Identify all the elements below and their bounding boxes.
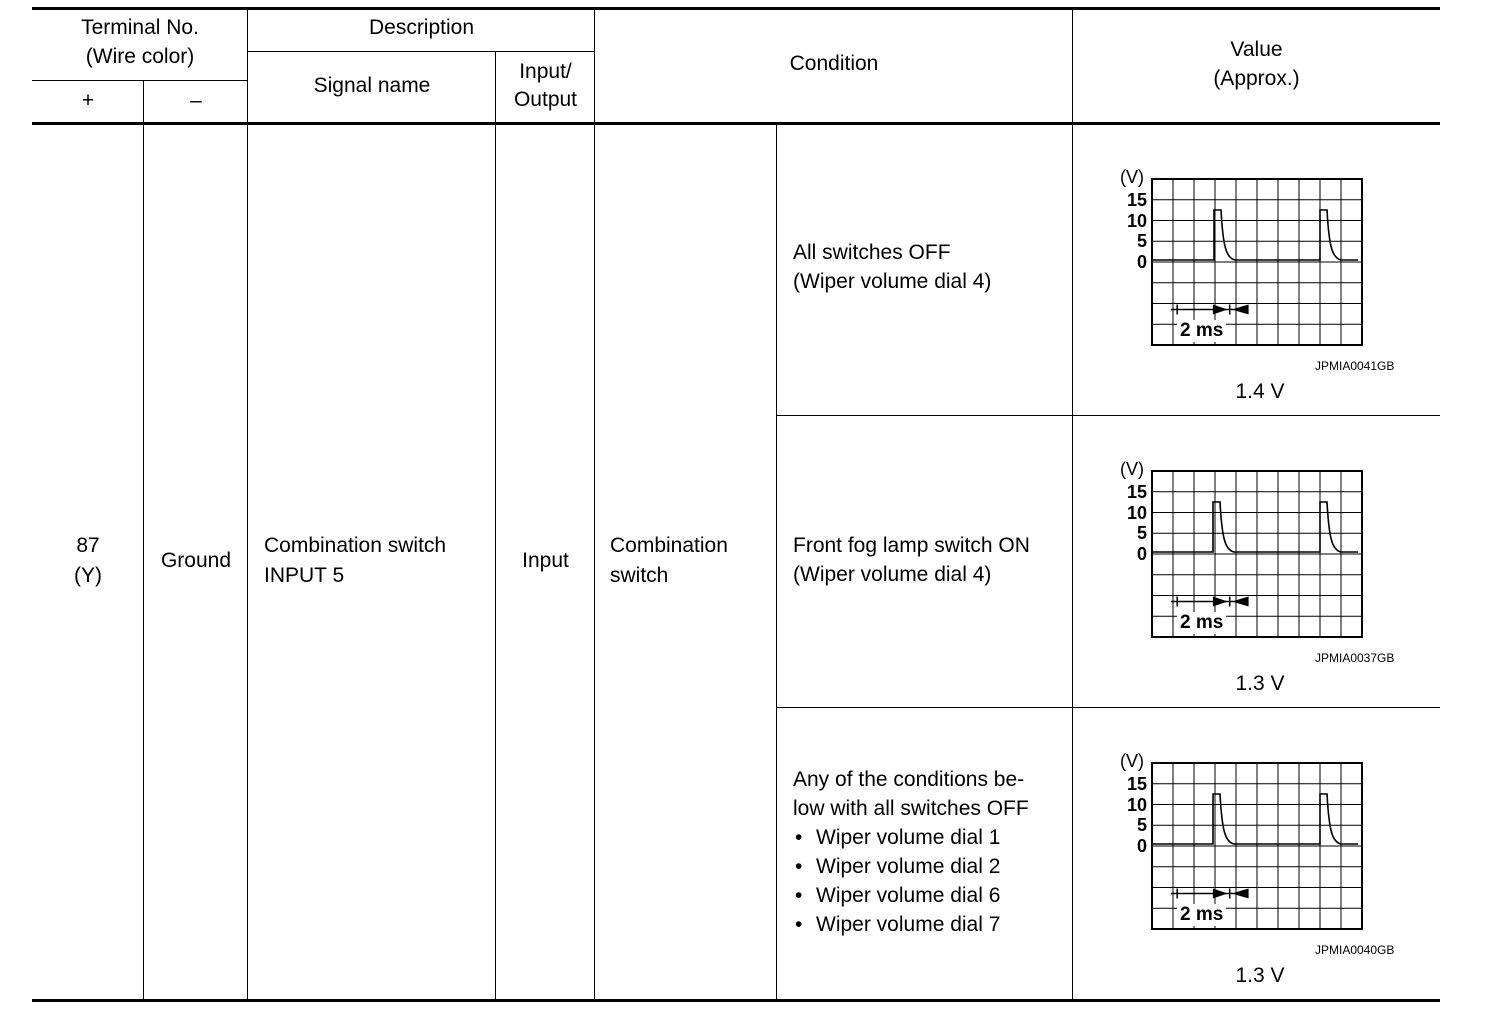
col-divider-condition-sub bbox=[776, 124, 777, 1000]
scope-1-tick-0: 0 bbox=[1136, 252, 1147, 272]
scope-2-unit: (V) bbox=[1120, 459, 1144, 479]
scale-arrow bbox=[1232, 305, 1249, 315]
header-bottom-border bbox=[32, 122, 1440, 125]
scope-1-unit: (V) bbox=[1120, 167, 1144, 187]
scope-trace bbox=[1152, 794, 1358, 844]
condition-main-line2: switch bbox=[610, 564, 669, 587]
oscilloscope-figure-3 bbox=[1110, 749, 1410, 959]
condition-main-line1: Combination bbox=[610, 534, 728, 557]
table-bottom-border bbox=[32, 999, 1440, 1002]
scope-2-time-scale: 2 ms bbox=[1177, 612, 1226, 634]
condition-3-line2: low with all switches OFF bbox=[793, 797, 1029, 820]
condition-2-line1: Front fog lamp switch ON bbox=[793, 534, 1030, 557]
description-subheader-divider bbox=[248, 51, 595, 52]
scale-arrow bbox=[1213, 305, 1228, 315]
condition-1-line2: (Wiper volume dial 4) bbox=[793, 270, 992, 293]
scope-2-tick-5: 5 bbox=[1136, 523, 1147, 543]
scope-3-figure-code: JPMIA0040GB bbox=[1315, 943, 1395, 957]
terminal-wire-color: (Y) bbox=[74, 564, 102, 587]
terminal-plus-number: 87 bbox=[76, 534, 100, 557]
scope-3-unit: (V) bbox=[1120, 751, 1144, 771]
scale-arrow bbox=[1232, 889, 1249, 899]
scope-trace bbox=[1152, 502, 1358, 552]
value-2: 1.3 V bbox=[1235, 672, 1285, 695]
header-input-output-line1: Input/ bbox=[519, 60, 572, 83]
condition-3-bullet-4: • Wiper volume dial 7 bbox=[793, 910, 1029, 939]
scope-3-tick-10: 10 bbox=[1126, 795, 1147, 815]
scope-1-tick-10: 10 bbox=[1126, 211, 1147, 231]
scope-2-tick-0: 0 bbox=[1136, 544, 1147, 564]
col-divider-terminal-description bbox=[247, 8, 248, 1000]
scope-1-tick-15: 15 bbox=[1126, 190, 1147, 210]
scope-3-time-scale: 2 ms bbox=[1177, 904, 1226, 926]
condition-3-bullet-3: • Wiper volume dial 6 bbox=[793, 881, 1029, 910]
condition-3-bullet-2: • Wiper volume dial 2 bbox=[793, 852, 1029, 881]
terminal-minus: Ground bbox=[160, 549, 232, 572]
condition-2-text bbox=[793, 531, 1030, 589]
header-wire-color: (Wire color) bbox=[85, 45, 195, 68]
scope-trace bbox=[1152, 210, 1358, 260]
header-minus: – bbox=[190, 89, 202, 112]
value-1: 1.4 V bbox=[1235, 380, 1285, 403]
condition-3-text bbox=[793, 765, 1029, 939]
header-condition: Condition bbox=[789, 52, 879, 75]
terminal-subheader-divider bbox=[32, 80, 248, 81]
scale-arrow bbox=[1232, 597, 1249, 607]
condition-3-bullet-list bbox=[793, 823, 1029, 939]
signal-name-line1: Combination switch bbox=[264, 534, 447, 557]
scale-arrow bbox=[1213, 889, 1228, 899]
scope-2-figure-code: JPMIA0037GB bbox=[1315, 651, 1395, 665]
scope-3-tick-15: 15 bbox=[1126, 774, 1147, 794]
header-signal-name: Signal name bbox=[313, 74, 431, 97]
col-divider-condition-value bbox=[1072, 8, 1073, 1000]
condition-1-text bbox=[793, 238, 991, 296]
signal-name-line2: INPUT 5 bbox=[264, 564, 345, 587]
condition-2-line2: (Wiper volume dial 4) bbox=[793, 563, 992, 586]
header-terminal-no: Terminal No. bbox=[81, 16, 199, 39]
condition-row-divider-2 bbox=[777, 707, 1440, 708]
scope-1-figure-code: JPMIA0041GB bbox=[1315, 359, 1395, 373]
scope-1-time-scale: 2 ms bbox=[1177, 320, 1226, 342]
col-divider-signal-io bbox=[495, 51, 496, 1000]
header-plus: + bbox=[81, 89, 95, 112]
header-description: Description bbox=[368, 16, 475, 39]
scope-1-grid bbox=[1110, 165, 1410, 375]
io-value: Input bbox=[522, 549, 569, 572]
col-divider-description-condition bbox=[594, 8, 595, 1000]
scope-1-tick-5: 5 bbox=[1136, 231, 1147, 251]
condition-row-divider-1 bbox=[777, 415, 1440, 416]
value-3: 1.3 V bbox=[1235, 964, 1285, 987]
scope-3-tick-5: 5 bbox=[1136, 815, 1147, 835]
condition-3-bullet-1: • Wiper volume dial 1 bbox=[793, 823, 1029, 852]
oscilloscope-figure-1 bbox=[1110, 165, 1410, 375]
scale-arrow bbox=[1213, 597, 1228, 607]
scope-2-grid bbox=[1110, 457, 1410, 667]
header-value-line1: Value bbox=[1230, 38, 1283, 61]
scope-2-tick-10: 10 bbox=[1126, 503, 1147, 523]
scope-3-tick-0: 0 bbox=[1136, 836, 1147, 856]
scope-3-grid bbox=[1110, 749, 1410, 959]
condition-1-line1: All switches OFF bbox=[793, 241, 951, 264]
oscilloscope-figure-2 bbox=[1110, 457, 1410, 667]
header-input-output-line2: Output bbox=[513, 88, 578, 111]
table-top-border bbox=[32, 7, 1440, 10]
condition-3-line1: Any of the conditions be- bbox=[793, 768, 1025, 791]
scope-2-tick-15: 15 bbox=[1126, 482, 1147, 502]
header-value-line2: (Approx.) bbox=[1213, 67, 1300, 90]
